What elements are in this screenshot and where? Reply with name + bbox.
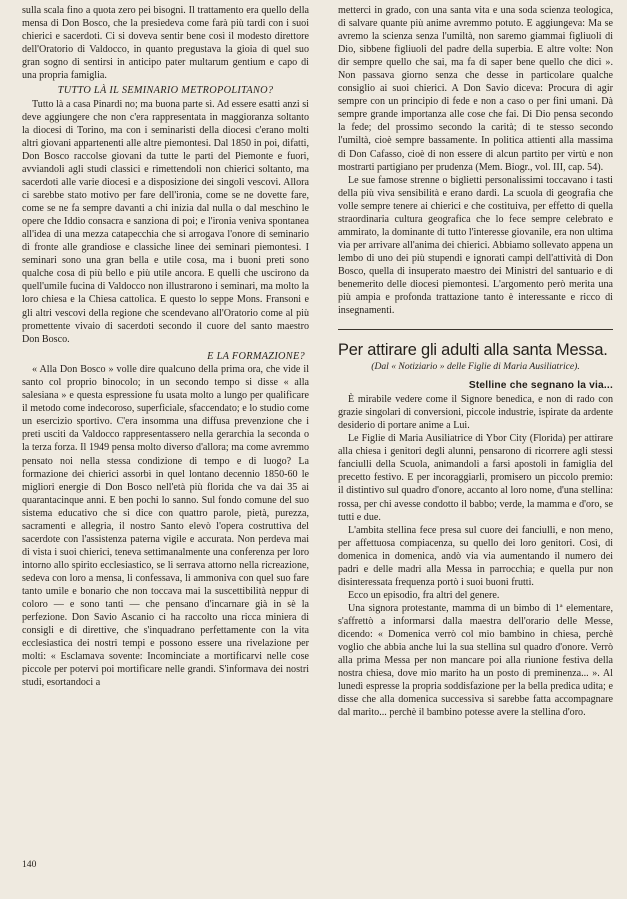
paragraph: Ecco un episodio, fra altri del genere. <box>348 589 500 601</box>
section-heading-seminario: TUTTO LÀ IL SEMINARIO METROPOLITANO? <box>57 85 274 97</box>
article-divider <box>338 329 613 330</box>
section-heading-formazione: E LA FORMAZIONE? <box>207 350 305 362</box>
article-subheading: Stelline che segnano la via... <box>468 380 613 392</box>
page-number: 140 <box>22 859 37 870</box>
paragraph: « Alla Don Bosco » volle dire qualcuno della prima ora, che vide il santo col proprio binocolo; in un secondo tempo si disse « alla salesiana » e questa espressione fu usata molto a lungo per qualificare il metodo come indecoroso, superficiale, sfaccendato; e lo studio come un esercizio sportivo. C'era insomma una diffusa prevenzione che i preti usciti da Valdocco rappresentassero nella gerarchia la seconda o la terza forza. Il 1949 pensa molto diverso d'allora; ma come avremmo pensato noi nella stessa condizione di tempo e di luogo? La formazione dei chierici assorbì in quel lontano decennio 1850-60 le migliori energie di Don Bosco nell'età più florida che va dai 35 ai quarantacinque anni. E ben pochi lo sanno. Sul fondo comune del suo sistema educativo che si dice con quattro parole, pietà, purezza, sacramenti e allegria, il nostro Santo elevò l'opera costruttiva del sacerdote con l'assistenza paterna vigile e accurata. Non perdeva mai di vista i suoi chierici, teneva settimanalmente una conferenza per loro intorno allo spirito ecclesiastico, se li serrava attorno nella ricreazione, sedeva con loro a mensa, li confessava, li ammoniva con quel suo fare tanto umile e bonario che non toccava mai la suscettibilità neppur di coloro — e sono tanti — che pensano d'incarnare già in sè la perfezione. Don Savio Ascanio ci ha raccolto una ricca miniera di consigli e di direttive, che s'inquadrano perfettamente con la vita ecclesiastica dei nostri tempi e possono essere una rivelazione per molti: « Esclamava sovente: Incominciate a mortificarvi nelle cose piccole per potervi poi mortificare nelle grandi. S'informava dei nostri studi, esortandoci a <box>22 364 309 689</box>
paragraph: Le sue famose strenne o biglietti personalissimi toccavano i tasti della più viva sensibilità e erano dardi. La scuola di geografia che volle sempre tenere ai chierici e che costituiva, per effetto di quella straordinaria cultura geografica che lo fece sempre celebrato e ammirato, la dominante di tutto l'interesse giovanile, era non ultima via per arrivare all'anima dei chierici. Abbiamo sollevato appena un lembo di uno dei più stupendi e ignorati campi dell'attività di Don Bosco, quella di insuperato maestro dei Ministri del santuario e di benemerito delle diocesi piemontesi. L'argomento però merita una più ampia e profonda trattazione tanto è interessante e ricco di insegnamenti. <box>338 174 613 317</box>
paragraph: È mirabile vedere come il Signore benedica, e non di rado con grazie singolari di conversioni, piccole industrie, ispirate da ardente desiderio di portare anime a Lui. <box>338 394 613 432</box>
article-source: (Dal « Notiziario » delle Figlie di Maria Ausiliatrice). <box>371 361 580 373</box>
paragraph: Una signora protestante, mamma di un bimbo di 1ª elementare, s'affrettò a informarsi dalla maestra dell'orario delle Messe, dicendo: « Domenica verrò col mio bambino in chiesa, perchè voglio che abbia anche lui la sua stellina sul quadro d'onore. Verrò alla prima Messa per non mancare poi alla riunione festiva della nostra chiesa, dove mio marito ha un posto di preminenza... ». Al lunedì espresse la propria soddisfazione per la bella predica udita; e disse che alla domenica successiva si sarebbe fatta accompagnare dal marito... perchè il bambino potesse avere la stellina d'oro. <box>338 602 613 719</box>
article-title: Per attirare gli adulti alla santa Messa. <box>338 341 608 360</box>
paragraph: sulla scala fino a quota zero pei bisogni. Il trattamento era quello della mensa di Don Bosco, che la presiedeva come farà più tardi con i suoi chierici e sacerdoti. Ci si doveva sentir bene così il modesto direttore dell'Oratorio di Valdocco, in quanto pregustava la gioia di quel suo gran sogno di sentirsi in anticipo pater multarum gentium e capo di una propria famiglia. <box>22 5 309 82</box>
paragraph: metterci in grado, con una santa vita e una soda scienza teologica, di salvare quante più anime avremmo potuto. E aggiungeva: Ma se avremo la scienza senza l'umiltà, non saremo giammai figliuoli di Dio, sibbene figliuoli del padre della superbia. E altre volte: Non dir sempre quello che sai, ma fa di saper bene quello che dici ». Non passava giorno senza che desse in particolare qualche consiglio ai suoi chierici. A Don Savio diceva: Procura di agir sempre con un principio di fede e non a caso o per fini umani. Dà sempre grande importanza alle cose che fai. Di Dio pensa secondo la fede; del prossimo secondo la carità; di te stesso secondo l'umiltà, cioè sempre bassamente. In politica attienti alla massima di Don Cafasso, cioè di non essere di alcun partito per virtù e non mostrarti partigiano per prudenza (Mem. Biogr., vol. III, cap. 54). <box>338 5 613 173</box>
paragraph: L'ambita stellina fece presa sul cuore dei fanciulli, e non meno, per affettuosa compiacenza, su quello dei loro genitori. Così, di domenica in domenica, andò via via aumentando il numero dei padri e delle madri alla Messa in parrocchia; e quella pur non disinteressata frequenza portò i suoi buoni frutti. <box>338 524 613 588</box>
paragraph: Le Figlie di Maria Ausiliatrice di Ybor City (Florida) per attirare alla chiesa i genitori degli alunni, pensarono di ricorrere agli stessi fanciulli della Scuola, animandoli a farsi apostoli in famiglia del precetto festivo. E per incoraggiarli, promisero un piccolo premio: il distintivo sul quadro d'onore, accanto al loro nome, d'una stellina: rossa, per chi avesse condotto il babbo; verde, la mamma e d'oro, se tutti e due. <box>338 433 613 523</box>
paragraph: Tutto là a casa Pinardi no; ma buona parte sì. Ad essere esatti anzi si deve aggiungere che non c'era rappresentata in maggioranza soltanto la diocesi di Torino, ma con i seminaristi della diocesi c'erano molti altri giovani appartenenti alle altre piemontesi. Dal 1850 in poi, difatti, Don Bosco raccolse giovani da tutte le parti del Piemonte e fuori, avviandoli agli studi classici e rimettendoli non chierici soltanto, ma sacerdoti alle varie diocesi e a disposizione dei singoli vescovi. Allora ci sarebbe stato motivo per fare dell'ironia, come se ne dovette fare, come se ne fa sempre davanti a chi inizia dal nulla o dal meschino le opere che Iddio consacra e sanziona di poi; e l'ironia veniva spontanea all'idea di una mezza catapecchia che si arrogava l'onore di seminario di fronte alle grandiose e classiche linee dei seminari piemontesi. I seminari sono una gran bella e utile cosa, ma i buoni preti sono qualche cosa di più bello e più utile ancora. E quelli che uscirono da quell'umile fucina di Valdocco non illustrarono i seminari, ma molto la loro chiesa e la Chiesa cattolica. E questo lo seppe Mons. Fransoni e gli altri vescovi della regione che scendevano all'Oratorio come al più promettente vivaio di sacerdoti secondo il cuore del santo maestro Don Bosco. <box>22 98 309 345</box>
right-column <box>338 4 613 719</box>
left-column <box>22 4 309 689</box>
